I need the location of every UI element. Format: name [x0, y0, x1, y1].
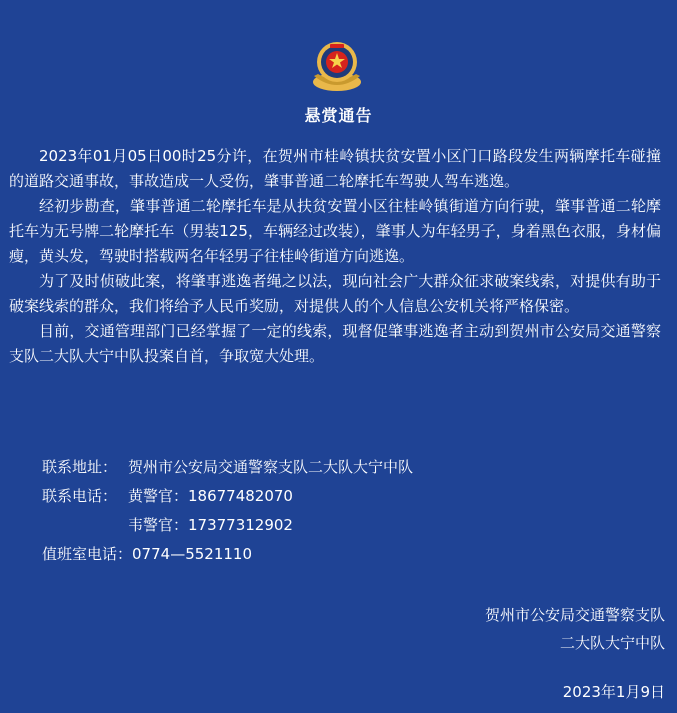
paragraph-surrender: 目前，交通管理部门已经掌握了一定的线索，现督促肇事逃逸者主动到贺州市公安局交通警察支队二大队大宁中队投案自首，争取宽大处理。	[9, 322, 661, 365]
notice-date: 2023年1月9日	[562, 683, 665, 701]
address-value: 贺州市公安局交通警察支队二大队大宁中队	[128, 458, 414, 476]
phone-label: 联系电话：	[42, 487, 118, 505]
duty-value: 0774—5521110	[132, 545, 252, 563]
signature-line-1: 贺州市公安局交通警察支队	[484, 606, 665, 624]
signature	[485, 601, 665, 657]
address-label: 联系地址：	[42, 458, 118, 476]
police-emblem-icon	[308, 36, 366, 94]
paragraph-accident: 2023年01月05日00时25分许，在贺州市桂岭镇扶贫安置小区门口路段发生两辆摩托车碰撞的道路交通事故，事故造成一人受伤，肇事普通二轮摩托车驾驶人驾车逃逸。	[9, 147, 661, 190]
paragraph-investigation: 经初步勘查，肇事普通二轮摩托车是从扶贫安置小区往桂岭镇街道方向行驶，肇事普通二轮摩托车为无号牌二轮摩托车（男装125，车辆经过改装），肇事人为年轻男子，身着黑色衣服，身材偏瘦，黄头发，驾驶时搭载两名年轻男子往桂岭街道方向逃逸。	[9, 197, 661, 265]
paragraph-reward: 为了及时侦破此案，将肇事逃逸者绳之以法，现向社会广大群众征求破案线索，对提供有助于破案线索的群众，我们将给予人民币奖励，对提供人的个人信息公安机关将严格保密。	[9, 272, 661, 315]
notice-title: 悬赏通告	[304, 106, 373, 125]
phone-value-2: 韦警官：17377312902	[128, 516, 293, 534]
contact-address-row	[42, 453, 413, 482]
contact-duty-row	[42, 540, 413, 569]
signature-line-2: 二大队大宁中队	[559, 634, 665, 652]
contact-phone-row-2	[42, 511, 413, 540]
phone-value-1: 黄警官：18677482070	[128, 487, 293, 505]
contact-info	[42, 453, 413, 569]
duty-label: 值班室电话：	[42, 545, 133, 563]
contact-phone-row	[42, 482, 413, 511]
notice-body	[9, 144, 661, 369]
